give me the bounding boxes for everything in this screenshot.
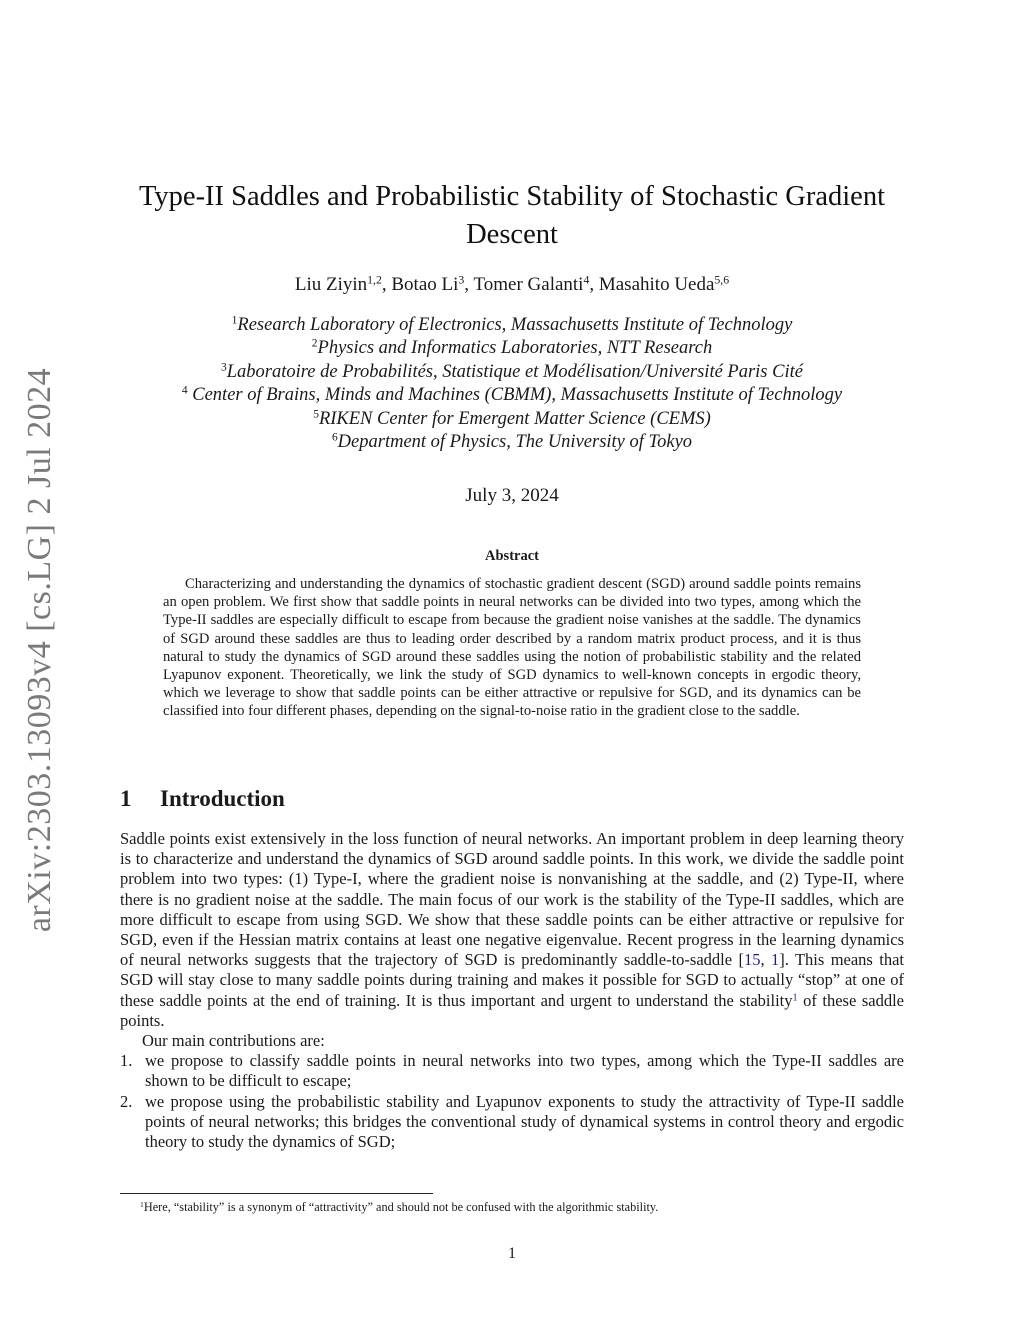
author xyxy=(295,274,392,295)
footnote-link[interactable]: 1 xyxy=(792,992,798,1003)
list-item xyxy=(120,1051,904,1091)
citation-link[interactable]: 1 xyxy=(770,950,780,970)
author-name: Masahito Ueda xyxy=(598,274,715,295)
abstract-heading: Abstract xyxy=(485,548,539,564)
affiliation-text: Laboratoire de Probabilités, Statistique et Modélisation/Université Paris Cité xyxy=(226,361,803,382)
abstract-text: Characterizing and understanding the dynamics of stochastic gradient descent (SGD) around saddle points remains an open problem. We first show that saddle points in neural networks can be divided into two types, among which the Type-II saddles are especially difficult to escape from because the gradient noise vanishes at the saddle. The dynamics of SGD around these saddles are thus to leading order described by a random matrix product process, and it is thus natural to study the dynamics of SGD around these saddles using the notion of probabilistic stability and the related Lyapunov exponent. Theoretically, we link the study of SGD dynamics to well-known concepts in ergodic theory, which we leverage to show that saddle points can be either attractive or repulsive for SGD, and its dynamics can be classified into four different phases, depending on the signal-to-noise ratio in the gradient close to the saddle. xyxy=(163,576,861,720)
paragraph-text: of these saddle points. xyxy=(120,990,904,1030)
body-paragraph xyxy=(120,829,904,1031)
affiliation-text: Center of Brains, Minds and Machines (CBMM), Massachusetts Institute of Technology xyxy=(187,385,843,406)
list-marker: 2. xyxy=(120,1091,133,1111)
author-separator: , xyxy=(589,274,599,295)
affiliation-text: Department of Physics, The University of Tokyo xyxy=(337,432,693,453)
author xyxy=(391,274,473,295)
arxiv-identifier-stamp: arXiv:2303.13093v4 [cs.LG] 2 Jul 2024 xyxy=(21,367,58,933)
affiliation-mark: 1 xyxy=(231,314,238,327)
affiliation xyxy=(100,431,924,454)
contributions-list xyxy=(120,1051,904,1152)
affiliation-list xyxy=(100,314,924,454)
author-affiliation-mark: 3 xyxy=(458,273,465,287)
section-heading xyxy=(120,786,285,812)
paper-title xyxy=(110,178,914,254)
affiliation xyxy=(100,337,924,360)
page-number: 1 xyxy=(508,1245,516,1262)
list-item-text: we propose using the probabilistic stability and Lyapunov exponents to study the attractivity of Type-II saddle points of neural networks; this bridges the conventional study of dynamical systems in control theory and ergodic theory to study the dynamics of SGD; xyxy=(145,1091,904,1152)
author-affiliation-mark: 5,6 xyxy=(714,273,730,287)
affiliation-mark: 6 xyxy=(331,431,338,444)
paragraph-text: . This means that SGD will stay close to many saddle points during training and makes it possible for SGD to actually “stop” at one of these saddle points at the end of training. It is thus important and urgent to understand the stability xyxy=(120,950,904,1010)
footnote xyxy=(140,1199,900,1215)
affiliation-mark: 4 xyxy=(181,384,188,397)
affiliation-text: Physics and Informatics Laboratories, NTT Research xyxy=(317,338,713,359)
body-paragraph: Our main contributions are: xyxy=(142,1031,325,1051)
footnote-text: Here, “stability” is a synonym of “attractivity” and should not be confused with the algorithmic stability. xyxy=(143,1200,659,1214)
section-number: 1 xyxy=(120,786,132,811)
author xyxy=(473,274,598,295)
list-item xyxy=(120,1092,904,1153)
section-title: Introduction xyxy=(160,786,285,811)
citation-bracket: [ xyxy=(738,950,744,970)
citation-link[interactable]: 15 xyxy=(743,950,761,970)
list-marker: 1. xyxy=(120,1051,133,1071)
affiliation-mark: 2 xyxy=(311,338,318,351)
author xyxy=(599,274,729,295)
author-affiliation-mark: 4 xyxy=(583,273,590,287)
author-separator: , xyxy=(381,274,392,295)
affiliation-text: RIKEN Center for Emergent Matter Science (CEMS) xyxy=(318,408,711,429)
author-name: Liu Ziyin xyxy=(294,274,368,295)
affiliation xyxy=(100,314,924,337)
list-item-text: we propose to classify saddle points in neural networks into two types, among which the Type-II saddles are shown to be difficult to escape; xyxy=(145,1051,904,1091)
author-affiliation-mark: 1,2 xyxy=(367,273,382,287)
affiliation-text: Research Laboratory of Electronics, Massachusetts Institute of Technology xyxy=(237,315,793,335)
title-line: Descent xyxy=(466,219,558,250)
author-separator: , xyxy=(464,274,474,295)
affiliation xyxy=(100,408,924,431)
author-list xyxy=(110,273,914,297)
affiliation-mark: 5 xyxy=(313,408,319,421)
footnote-mark: 1 xyxy=(140,1199,144,1209)
affiliation-mark: 3 xyxy=(221,361,227,374)
author-name: Tomer Galanti xyxy=(473,274,584,295)
publication-date: July 3, 2024 xyxy=(465,485,559,506)
paragraph-text: Saddle points exist extensively in the loss function of neural networks. An important problem in deep learning theory is to characterize and understand the dynamics of SGD around saddle points. In this work, we divide the saddle point problem into two types: (1) Type-I, where the gradient noise is nonvanishing at the saddle, and (2) Type-II, where there is no gradient noise at the saddle. The main focus of our work is the stability of the Type-II saddles, which are more difficult to escape from using SGD. We show that these saddle points can be either attractive or repulsive for SGD, even if the Hessian matrix contains at least one negative eigenvalue. Recent progress in the learning dynamics of neural networks suggests that the trajectory of SGD is predominantly saddle-to-saddle xyxy=(120,829,904,970)
citation-bracket: ] xyxy=(779,950,785,970)
introduction-body xyxy=(120,829,904,1152)
title-line: Type-II Saddles and Probabilistic Stability of Stochastic Gradient xyxy=(139,181,885,212)
footnote-divider xyxy=(120,1193,433,1194)
author-name: Botao Li xyxy=(391,274,459,295)
affiliation xyxy=(100,384,924,407)
affiliation xyxy=(100,361,924,384)
citation-separator: , xyxy=(760,950,771,970)
